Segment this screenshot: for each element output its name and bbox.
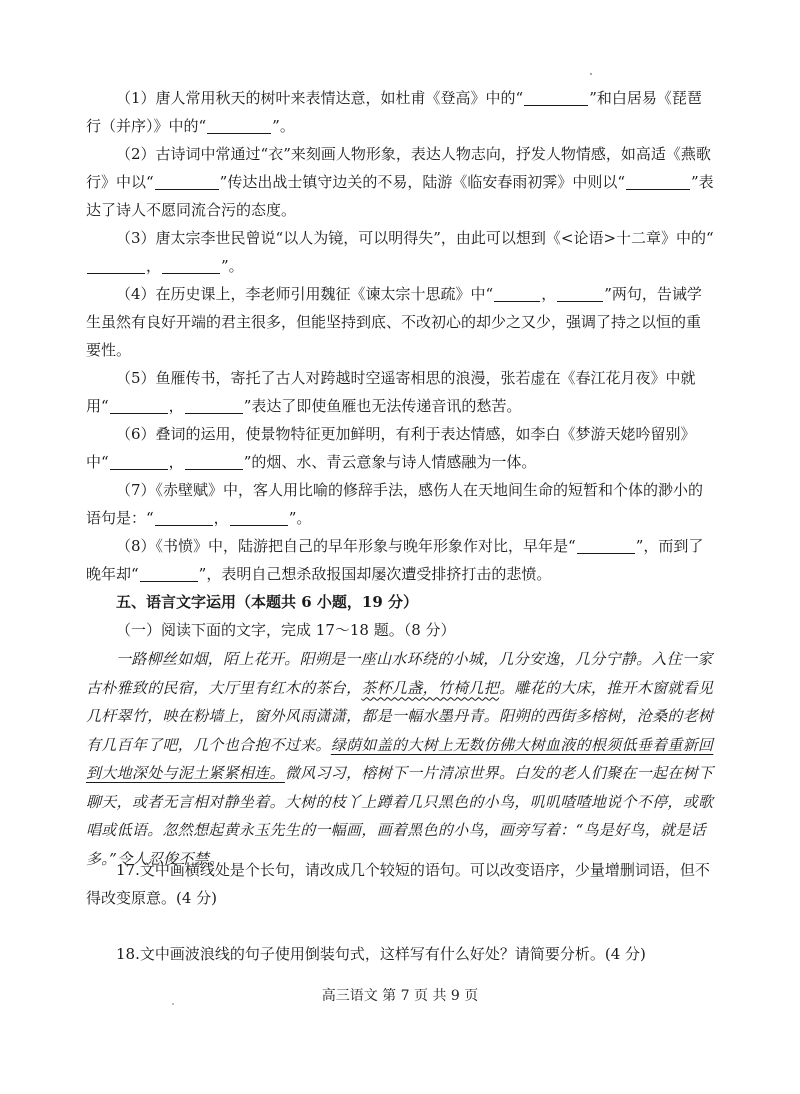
- answer-blank[interactable]: [110, 397, 168, 414]
- answer-blank[interactable]: [494, 285, 540, 302]
- section-heading: 五、语言文字运用（本题共 6 小题，19 分）: [116, 593, 418, 611]
- fill-item-3: （3）唐太宗李世民曾说“以人为镜，可以明得失”，由此可以想到《<论语>十二章》中的“， ”。: [86, 224, 714, 280]
- answer-blank[interactable]: [162, 257, 220, 274]
- answer-blank[interactable]: [185, 453, 243, 470]
- answer-blank[interactable]: [577, 537, 635, 554]
- answer-blank[interactable]: [230, 509, 288, 526]
- fill-item-2: （2）古诗词中常通过“衣”来刻画人物形象，表达人物志向，抒发人物情感，如高适《燕歌行》中以“ ”传达出战士镇守边关的不易，陆游《临安春雨初霁》中则以“ ”表达了诗人不愿同流合污的态度。: [86, 145, 714, 219]
- fill-item-6: （6）叠词的运用，使景物特征更加鲜明，有利于表达情感，如李白《梦游天姥吟留别》中“ ， ”的烟、水、青云意象与诗人情感融为一体。: [86, 425, 696, 471]
- question-17: 17.文中画横线处是个长句，请改成几个较短的语句。可以改变语序，少量增删词语，但不得改变原意。(4 分): [86, 861, 710, 907]
- scan-speck: [590, 73, 592, 75]
- question-18: 18.文中画波浪线的句子使用倒装句式，这样写有什么好处？请简要分析。(4 分): [116, 945, 646, 963]
- sub-heading: （一）阅读下面的文字，完成 17～18 题。（8 分）: [116, 621, 456, 639]
- answer-blank[interactable]: [110, 453, 168, 470]
- fill-item-7: （7）《赤壁赋》中，客人用比喻的修辞手法，感伤人在天地间生命的短暂和个体的渺小的语句是：“ ， ”。: [86, 481, 704, 527]
- reading-passage: 一路柳丝如烟，陌上花开。阳朔是一座山水环绕的小城，几分安逸，几分宁静。入住一家古朴雅致的民宿，大厅里有红木的茶台，茶杯几盏，竹椅几把。雕花的大床，推开木窗就看见几杆翠竹，映在粉墙上，窗外风雨潇潇，都是一幅水墨丹青。阳朔的西街多榕树，沧桑的老树有几百年了吧，几个也合抱不过来。绿荫如盖的大树上无数仿佛大树血液的根须低垂着重新回到大地深处与泥土紧紧相连。微风习习，榕树下一片清凉世界。白发的老人们聚在一起在树下聊天，或者无言相对静坐着。大树的枝丫上蹲着几只黑色的小鸟，叽叽喳喳地说个不停，或歌唱或低语。忽然想起黄永玉先生的一幅画，画着黑色的小鸟，画旁写着：“鸟是好鸟，就是话多。”令人忍俊不禁。: [86, 650, 714, 868]
- fill-item-1: （1）唐人常用秋天的树叶来表情达意，如杜甫《登高》中的“ ”和白居易《琵琶行（并序）》中的“ ”。: [86, 89, 702, 135]
- answer-blank[interactable]: [87, 257, 145, 274]
- page-footer: 高三语文 第 7 页 共 9 页: [321, 988, 479, 1004]
- underlined-long-sentence: 绿荫如盖的大树上无数仿佛大树血液的根须低垂着重新回到大地深处与泥土紧紧相连。: [86, 735, 714, 782]
- answer-blank[interactable]: [524, 89, 588, 106]
- answer-blank[interactable]: [155, 173, 219, 190]
- answer-blank[interactable]: [155, 509, 213, 526]
- fill-item-4: （4）在历史课上，李老师引用魏征《谏太宗十思疏》中“ ， ”两句，告诫学生虽然有良好开端的君主很多，但能坚持到底、不改初心的却少之又少，强调了持之以恒的重要性。: [86, 285, 702, 359]
- fill-item-8: （8）《书愤》中，陆游把自己的早年形象与晚年形象作对比，早年是“ ”，而到了晚年却“ ”，表明自己想杀敌报国却屡次遭受排挤打击的悲愤。: [86, 537, 704, 583]
- fill-item-5: （5）鱼雁传书，寄托了古人对跨越时空遥寄相思的浪漫，张若虚在《春江花月夜》中就用“ ， ”表达了即使鱼雁也无法传递音讯的愁苦。: [86, 369, 696, 415]
- answer-blank[interactable]: [626, 173, 690, 190]
- answer-blank[interactable]: [557, 285, 603, 302]
- answer-blank[interactable]: [185, 397, 243, 414]
- wavy-underlined-sentence: 茶杯几盏，竹椅几把: [361, 678, 500, 697]
- answer-blank[interactable]: [140, 565, 198, 582]
- answer-blank[interactable]: [207, 117, 271, 134]
